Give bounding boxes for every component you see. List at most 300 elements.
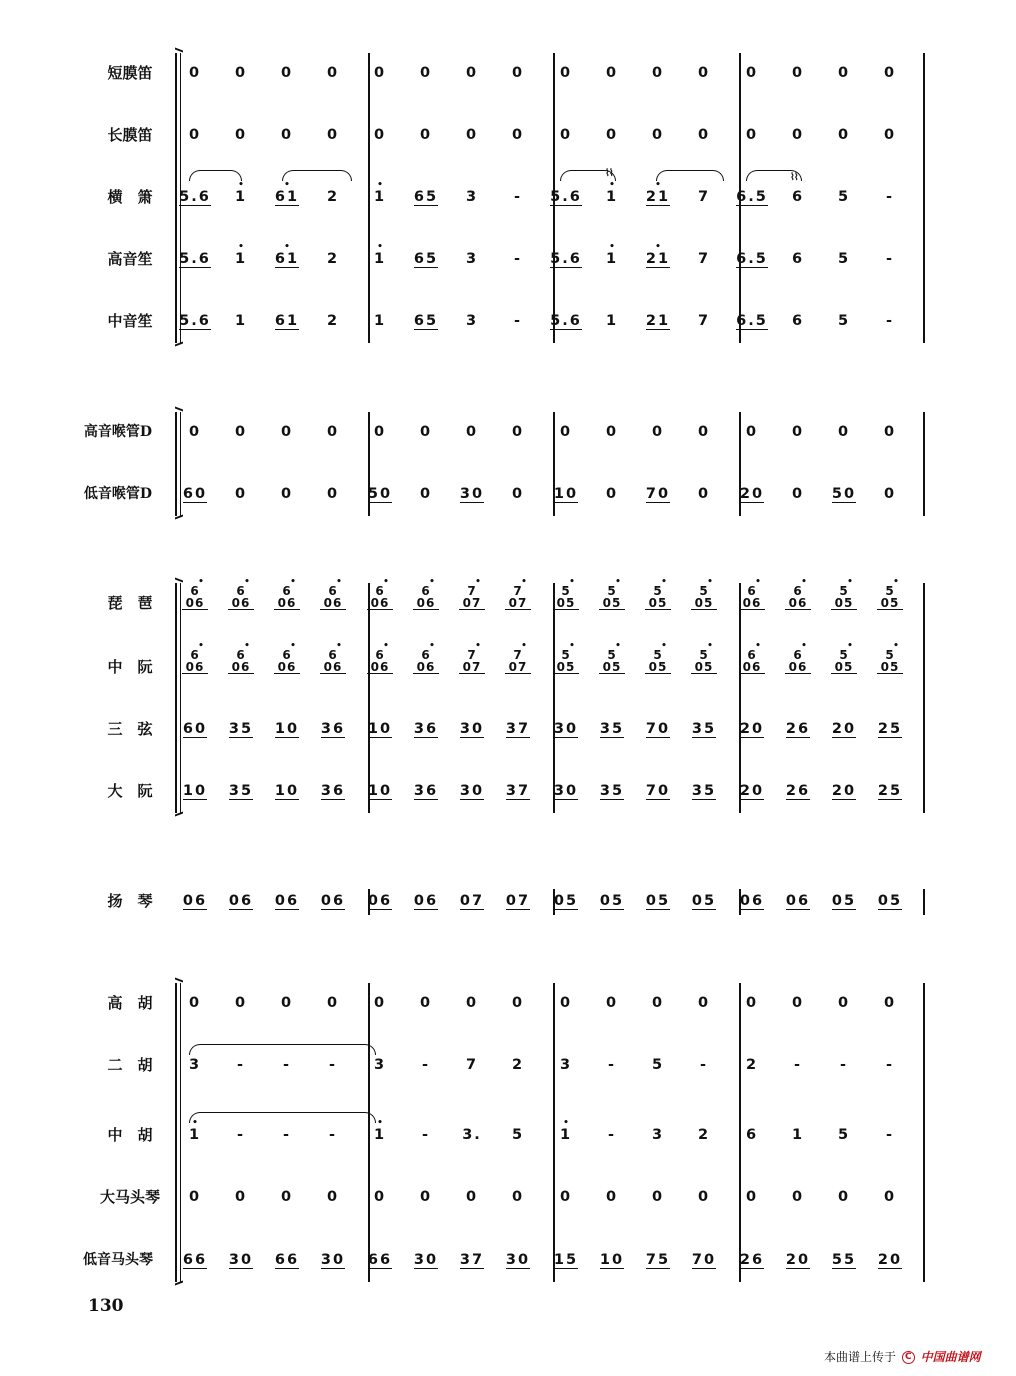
note: 6 bbox=[791, 251, 805, 267]
bracket-hook bbox=[175, 1281, 183, 1291]
note: 21 bbox=[645, 313, 671, 329]
note: 0 bbox=[234, 1189, 248, 1205]
instrument-label: 二 胡 bbox=[107, 1056, 153, 1074]
bracket-hook bbox=[175, 812, 183, 822]
octave-dot-above: • bbox=[609, 242, 615, 252]
bracket-hook bbox=[175, 342, 183, 352]
note: - bbox=[236, 1057, 246, 1073]
note: 0 bbox=[280, 127, 294, 143]
note: 05 bbox=[877, 893, 903, 909]
note: 3 bbox=[465, 313, 479, 329]
note: 0 bbox=[559, 424, 573, 440]
chord-note: 6 • 06 bbox=[269, 649, 305, 674]
note: 7 bbox=[697, 313, 711, 329]
note: 0 bbox=[280, 65, 294, 81]
note: 0 bbox=[465, 127, 479, 143]
bracket-hook bbox=[175, 515, 183, 525]
note: 26 bbox=[785, 783, 811, 799]
note: 0 bbox=[234, 995, 248, 1011]
chord-note: 6 • 06 bbox=[177, 649, 213, 674]
note: 5.6 bbox=[550, 251, 582, 267]
octave-dot-above: • bbox=[377, 1118, 383, 1128]
note: 50 bbox=[367, 486, 393, 502]
chord-note: 6 • 06 bbox=[734, 585, 770, 610]
note: 70 bbox=[645, 783, 671, 799]
note: - bbox=[885, 251, 895, 267]
note: 0 bbox=[883, 65, 897, 81]
note: - bbox=[282, 1057, 292, 1073]
note: 0 bbox=[419, 486, 433, 502]
chord-note: 5 • 05 bbox=[594, 585, 630, 610]
note: - bbox=[513, 251, 523, 267]
note: 07 bbox=[459, 893, 485, 909]
note: 1 • bbox=[373, 180, 387, 205]
note: 21 • bbox=[645, 180, 671, 205]
chord-note: 7 • 07 bbox=[500, 649, 536, 674]
note: 61 • bbox=[274, 180, 300, 205]
instrument-label: 长膜笛 bbox=[107, 126, 153, 144]
note: 1 bbox=[791, 1127, 805, 1143]
note: 0 bbox=[559, 65, 573, 81]
note: 35 bbox=[599, 721, 625, 737]
note: 0 bbox=[791, 486, 805, 502]
note: - bbox=[328, 1127, 338, 1143]
note: 1 • bbox=[234, 242, 248, 267]
note: 0 bbox=[791, 424, 805, 440]
note: 0 bbox=[326, 424, 340, 440]
note: 30 bbox=[413, 1252, 439, 1268]
note: 0 bbox=[511, 424, 525, 440]
system-bracket-inner bbox=[180, 583, 181, 813]
note: 0 bbox=[605, 127, 619, 143]
note: 3 bbox=[373, 1057, 387, 1073]
note: - bbox=[885, 1127, 895, 1143]
instrument-label: 低音喉管D bbox=[83, 486, 153, 502]
note: 06 bbox=[739, 893, 765, 909]
note: 1 bbox=[605, 313, 619, 329]
note: 30 bbox=[320, 1252, 346, 1268]
note: 66 bbox=[274, 1252, 300, 1268]
chord-note: 7 • 07 bbox=[454, 585, 490, 610]
note: 0 bbox=[697, 995, 711, 1011]
note: 0 bbox=[280, 995, 294, 1011]
note: 6.5 bbox=[736, 313, 768, 329]
chord-note: 6 • 06 bbox=[177, 585, 213, 610]
note: 7 bbox=[697, 189, 711, 205]
barline bbox=[923, 412, 925, 516]
note: 0 bbox=[651, 65, 665, 81]
note: 35 bbox=[691, 721, 717, 737]
note: 2 bbox=[326, 251, 340, 267]
note: 0 bbox=[651, 995, 665, 1011]
instrument-label: 中 阮 bbox=[107, 658, 153, 676]
chord-note: 6 • 06 bbox=[362, 649, 398, 674]
note: 0 bbox=[373, 424, 387, 440]
note: 0 bbox=[837, 424, 851, 440]
note: 30 bbox=[459, 486, 485, 502]
note: 0 bbox=[837, 65, 851, 81]
chord-note: 5 • 05 bbox=[826, 649, 862, 674]
note: 0 bbox=[837, 127, 851, 143]
barline bbox=[553, 583, 555, 813]
note: 20 bbox=[785, 1252, 811, 1268]
barline bbox=[923, 583, 925, 813]
note: 75 bbox=[645, 1252, 671, 1268]
note: 0 bbox=[697, 1189, 711, 1205]
note: - bbox=[513, 189, 523, 205]
note: 36 bbox=[320, 783, 346, 799]
system-bracket bbox=[175, 583, 177, 813]
trill-mark: ⌇⌇ bbox=[790, 172, 798, 183]
note: 1 bbox=[373, 313, 387, 329]
note: 55 bbox=[831, 1252, 857, 1268]
note: 1 bbox=[234, 313, 248, 329]
note: 0 bbox=[419, 995, 433, 1011]
note: 0 bbox=[511, 65, 525, 81]
note: 0 bbox=[791, 127, 805, 143]
note: 10 bbox=[274, 783, 300, 799]
note: 3. bbox=[462, 1127, 482, 1143]
note: 0 bbox=[651, 127, 665, 143]
note: 0 bbox=[280, 1189, 294, 1205]
note: 06 bbox=[228, 893, 254, 909]
note: 1 • bbox=[605, 242, 619, 267]
note: 26 bbox=[785, 721, 811, 737]
note: 0 bbox=[511, 1189, 525, 1205]
note: 0 bbox=[465, 424, 479, 440]
instrument-label: 高音笙 bbox=[107, 250, 153, 268]
note: 7 bbox=[697, 251, 711, 267]
note: 10 bbox=[274, 721, 300, 737]
note: 70 bbox=[691, 1252, 717, 1268]
note: 0 bbox=[188, 1189, 202, 1205]
chord-note: 6 • 06 bbox=[223, 585, 259, 610]
note: 1 • bbox=[559, 1118, 573, 1143]
note: 0 bbox=[511, 127, 525, 143]
note: 30 bbox=[553, 721, 579, 737]
note: 6 bbox=[791, 189, 805, 205]
chord-note: 6 • 06 bbox=[223, 649, 259, 674]
note: 3 bbox=[559, 1057, 573, 1073]
chord-note: 6 • 06 bbox=[269, 585, 305, 610]
note: 0 bbox=[559, 1189, 573, 1205]
note: 15 bbox=[553, 1252, 579, 1268]
note: 5.6 bbox=[550, 189, 582, 205]
note: 0 bbox=[837, 995, 851, 1011]
note: 60 bbox=[182, 721, 208, 737]
note: 0 bbox=[234, 127, 248, 143]
note: 0 bbox=[697, 486, 711, 502]
note: 21 • bbox=[645, 242, 671, 267]
note: 0 bbox=[745, 995, 759, 1011]
barline bbox=[739, 583, 741, 813]
note: 30 bbox=[459, 721, 485, 737]
note: 1 • bbox=[234, 180, 248, 205]
footer-upload-text: 本曲谱上传于 bbox=[824, 1350, 897, 1364]
instrument-label: 大 阮 bbox=[107, 782, 153, 800]
chord-note: 7 • 07 bbox=[454, 649, 490, 674]
octave-dot-above: • bbox=[238, 242, 244, 252]
note: 60 bbox=[182, 486, 208, 502]
note: 35 bbox=[228, 721, 254, 737]
note: 3 bbox=[465, 189, 479, 205]
note: 0 bbox=[188, 995, 202, 1011]
chord-note: 7 • 07 bbox=[500, 585, 536, 610]
slur-mark bbox=[189, 1044, 376, 1055]
note: 2 bbox=[511, 1057, 525, 1073]
note: 0 bbox=[326, 127, 340, 143]
note: 1 • bbox=[373, 242, 387, 267]
note: 0 bbox=[883, 995, 897, 1011]
note: 26 bbox=[739, 1252, 765, 1268]
note: 5.6 bbox=[550, 313, 582, 329]
footer-credit bbox=[824, 1348, 981, 1365]
note: 0 bbox=[745, 424, 759, 440]
note: 30 bbox=[505, 1252, 531, 1268]
instrument-label: 大马头琴 bbox=[99, 1188, 160, 1206]
note: 07 bbox=[505, 893, 531, 909]
instrument-label: 中音笙 bbox=[107, 312, 153, 330]
instrument-label: 横 箫 bbox=[107, 188, 153, 206]
note: 36 bbox=[320, 721, 346, 737]
note: 66 bbox=[182, 1252, 208, 1268]
note: 70 bbox=[645, 721, 671, 737]
note: 5.6 bbox=[179, 251, 211, 267]
note: 6.5 bbox=[736, 251, 768, 267]
note: 0 bbox=[373, 127, 387, 143]
note: 0 bbox=[419, 1189, 433, 1205]
chord-note: 5 • 05 bbox=[594, 649, 630, 674]
note: 2 bbox=[745, 1057, 759, 1073]
note: - bbox=[839, 1057, 849, 1073]
note: 5 bbox=[837, 251, 851, 267]
chord-note: 6 • 06 bbox=[408, 649, 444, 674]
octave-dot-above: • bbox=[238, 180, 244, 190]
note: 0 bbox=[559, 995, 573, 1011]
note: 0 bbox=[419, 127, 433, 143]
note: - bbox=[421, 1127, 431, 1143]
note: 6 bbox=[745, 1127, 759, 1143]
note: 35 bbox=[691, 783, 717, 799]
note: 20 bbox=[831, 721, 857, 737]
instrument-label: 扬 琴 bbox=[107, 892, 153, 910]
note: 3 bbox=[651, 1127, 665, 1143]
note: 65 bbox=[413, 189, 439, 205]
note: 0 bbox=[326, 486, 340, 502]
note: 06 bbox=[413, 893, 439, 909]
note: 0 bbox=[280, 424, 294, 440]
footer-site-name[interactable]: 中国曲谱网 bbox=[920, 1350, 981, 1364]
note: 0 bbox=[280, 486, 294, 502]
chord-note: 5 • 05 bbox=[686, 649, 722, 674]
instrument-label: 短膜笛 bbox=[107, 64, 153, 82]
note: 0 bbox=[326, 995, 340, 1011]
note: 20 bbox=[831, 783, 857, 799]
note: 7 bbox=[465, 1057, 479, 1073]
note: 0 bbox=[234, 486, 248, 502]
note: 0 bbox=[234, 424, 248, 440]
note: 0 bbox=[373, 65, 387, 81]
note: 10 bbox=[553, 486, 579, 502]
note: 61 • bbox=[274, 242, 300, 267]
trill-mark: ⌇⌇ bbox=[605, 168, 613, 179]
note: - bbox=[607, 1127, 617, 1143]
site-logo-icon: C bbox=[902, 1351, 915, 1364]
note: 6.5 bbox=[736, 189, 768, 205]
note: 20 bbox=[739, 721, 765, 737]
note: 0 bbox=[373, 1189, 387, 1205]
instrument-label: 高音喉管D bbox=[83, 424, 153, 440]
slur-mark bbox=[189, 170, 242, 181]
note: 06 bbox=[367, 893, 393, 909]
note: 20 bbox=[739, 783, 765, 799]
note: 66 bbox=[367, 1252, 393, 1268]
note: - bbox=[607, 1057, 617, 1073]
note: 36 bbox=[413, 783, 439, 799]
note: 5.6 bbox=[179, 189, 211, 205]
note: 3 bbox=[188, 1057, 202, 1073]
chord-note: 5 • 05 bbox=[548, 649, 584, 674]
note: 0 bbox=[697, 65, 711, 81]
note: 61 bbox=[274, 313, 300, 329]
note: 06 bbox=[274, 893, 300, 909]
note: 05 bbox=[691, 893, 717, 909]
note: 0 bbox=[605, 486, 619, 502]
chord-note: 6 • 06 bbox=[780, 585, 816, 610]
note: 0 bbox=[326, 1189, 340, 1205]
note: 0 bbox=[605, 1189, 619, 1205]
note: - bbox=[421, 1057, 431, 1073]
note: - bbox=[236, 1127, 246, 1143]
slur-mark bbox=[189, 1112, 376, 1123]
note: 50 bbox=[831, 486, 857, 502]
note: 2 bbox=[326, 189, 340, 205]
instrument-label: 高 胡 bbox=[107, 994, 153, 1012]
note: - bbox=[282, 1127, 292, 1143]
note: 0 bbox=[326, 65, 340, 81]
note: - bbox=[885, 1057, 895, 1073]
note: 36 bbox=[413, 721, 439, 737]
note: 10 bbox=[367, 783, 393, 799]
note: 0 bbox=[745, 1189, 759, 1205]
note: 6 bbox=[791, 313, 805, 329]
note: - bbox=[699, 1057, 709, 1073]
note: 05 bbox=[831, 893, 857, 909]
chord-note: 5 • 05 bbox=[548, 585, 584, 610]
chord-note: 5 • 05 bbox=[640, 585, 676, 610]
note: 37 bbox=[505, 721, 531, 737]
chord-note: 6 • 06 bbox=[780, 649, 816, 674]
page-number: 130 bbox=[88, 1296, 124, 1316]
note: 10 bbox=[599, 1252, 625, 1268]
barline bbox=[923, 53, 925, 343]
note: 0 bbox=[837, 1189, 851, 1205]
note: 2 bbox=[697, 1127, 711, 1143]
barline bbox=[368, 583, 370, 813]
note: 0 bbox=[745, 65, 759, 81]
octave-dot-above: • bbox=[609, 180, 615, 190]
note: 10 bbox=[182, 783, 208, 799]
note: 0 bbox=[697, 424, 711, 440]
note: 1 • bbox=[373, 1118, 387, 1143]
note: 37 bbox=[459, 1252, 485, 1268]
note: 0 bbox=[605, 995, 619, 1011]
chord-note: 6 • 06 bbox=[734, 649, 770, 674]
note: 0 bbox=[234, 65, 248, 81]
note: 5.6 bbox=[179, 313, 211, 329]
note: 05 bbox=[645, 893, 671, 909]
note: 1 • bbox=[605, 180, 619, 205]
note: 0 bbox=[465, 1189, 479, 1205]
note: 5 bbox=[837, 313, 851, 329]
chord-note: 6 • 06 bbox=[315, 585, 351, 610]
note: 35 bbox=[228, 783, 254, 799]
note: 0 bbox=[651, 424, 665, 440]
chord-note: 5 • 05 bbox=[872, 585, 908, 610]
note: 05 bbox=[553, 893, 579, 909]
chord-note: 6 • 06 bbox=[408, 585, 444, 610]
note: 5 bbox=[511, 1127, 525, 1143]
note: 0 bbox=[188, 127, 202, 143]
note: 0 bbox=[651, 1189, 665, 1205]
note: 0 bbox=[188, 65, 202, 81]
note: 35 bbox=[599, 783, 625, 799]
note: 0 bbox=[791, 1189, 805, 1205]
barline bbox=[923, 889, 925, 915]
note: 0 bbox=[883, 127, 897, 143]
note: 30 bbox=[228, 1252, 254, 1268]
octave-dot-above: • bbox=[563, 1118, 569, 1128]
octave-dot-above: • bbox=[192, 1118, 198, 1128]
octave-dot-above: • bbox=[284, 180, 290, 190]
note: - bbox=[328, 1057, 338, 1073]
note: 0 bbox=[791, 65, 805, 81]
slur-mark bbox=[282, 170, 352, 181]
note: 0 bbox=[419, 65, 433, 81]
note: 0 bbox=[188, 424, 202, 440]
note: 0 bbox=[605, 65, 619, 81]
note: - bbox=[793, 1057, 803, 1073]
note: 5 bbox=[837, 189, 851, 205]
note: 20 bbox=[739, 486, 765, 502]
note: 0 bbox=[511, 995, 525, 1011]
octave-dot-above: • bbox=[284, 242, 290, 252]
note: 65 bbox=[413, 313, 439, 329]
note: 1 • bbox=[188, 1118, 202, 1143]
note: 06 bbox=[182, 893, 208, 909]
note: 05 bbox=[599, 893, 625, 909]
note: 5 bbox=[837, 1127, 851, 1143]
instrument-label: 低音马头琴 bbox=[83, 1252, 153, 1268]
chord-note: 5 • 05 bbox=[872, 649, 908, 674]
note: 10 bbox=[367, 721, 393, 737]
note: 65 bbox=[413, 251, 439, 267]
note: - bbox=[513, 313, 523, 329]
note: 0 bbox=[883, 424, 897, 440]
instrument-label: 琵 琶 bbox=[107, 594, 153, 612]
slur-mark bbox=[656, 170, 724, 181]
note: 0 bbox=[745, 127, 759, 143]
note: 5 bbox=[651, 1057, 665, 1073]
note: 37 bbox=[505, 783, 531, 799]
note: 30 bbox=[553, 783, 579, 799]
octave-dot-above: • bbox=[377, 242, 383, 252]
note: 0 bbox=[883, 1189, 897, 1205]
note: 0 bbox=[605, 424, 619, 440]
chord-note: 5 • 05 bbox=[640, 649, 676, 674]
note: 0 bbox=[559, 127, 573, 143]
chord-note: 6 • 06 bbox=[362, 585, 398, 610]
